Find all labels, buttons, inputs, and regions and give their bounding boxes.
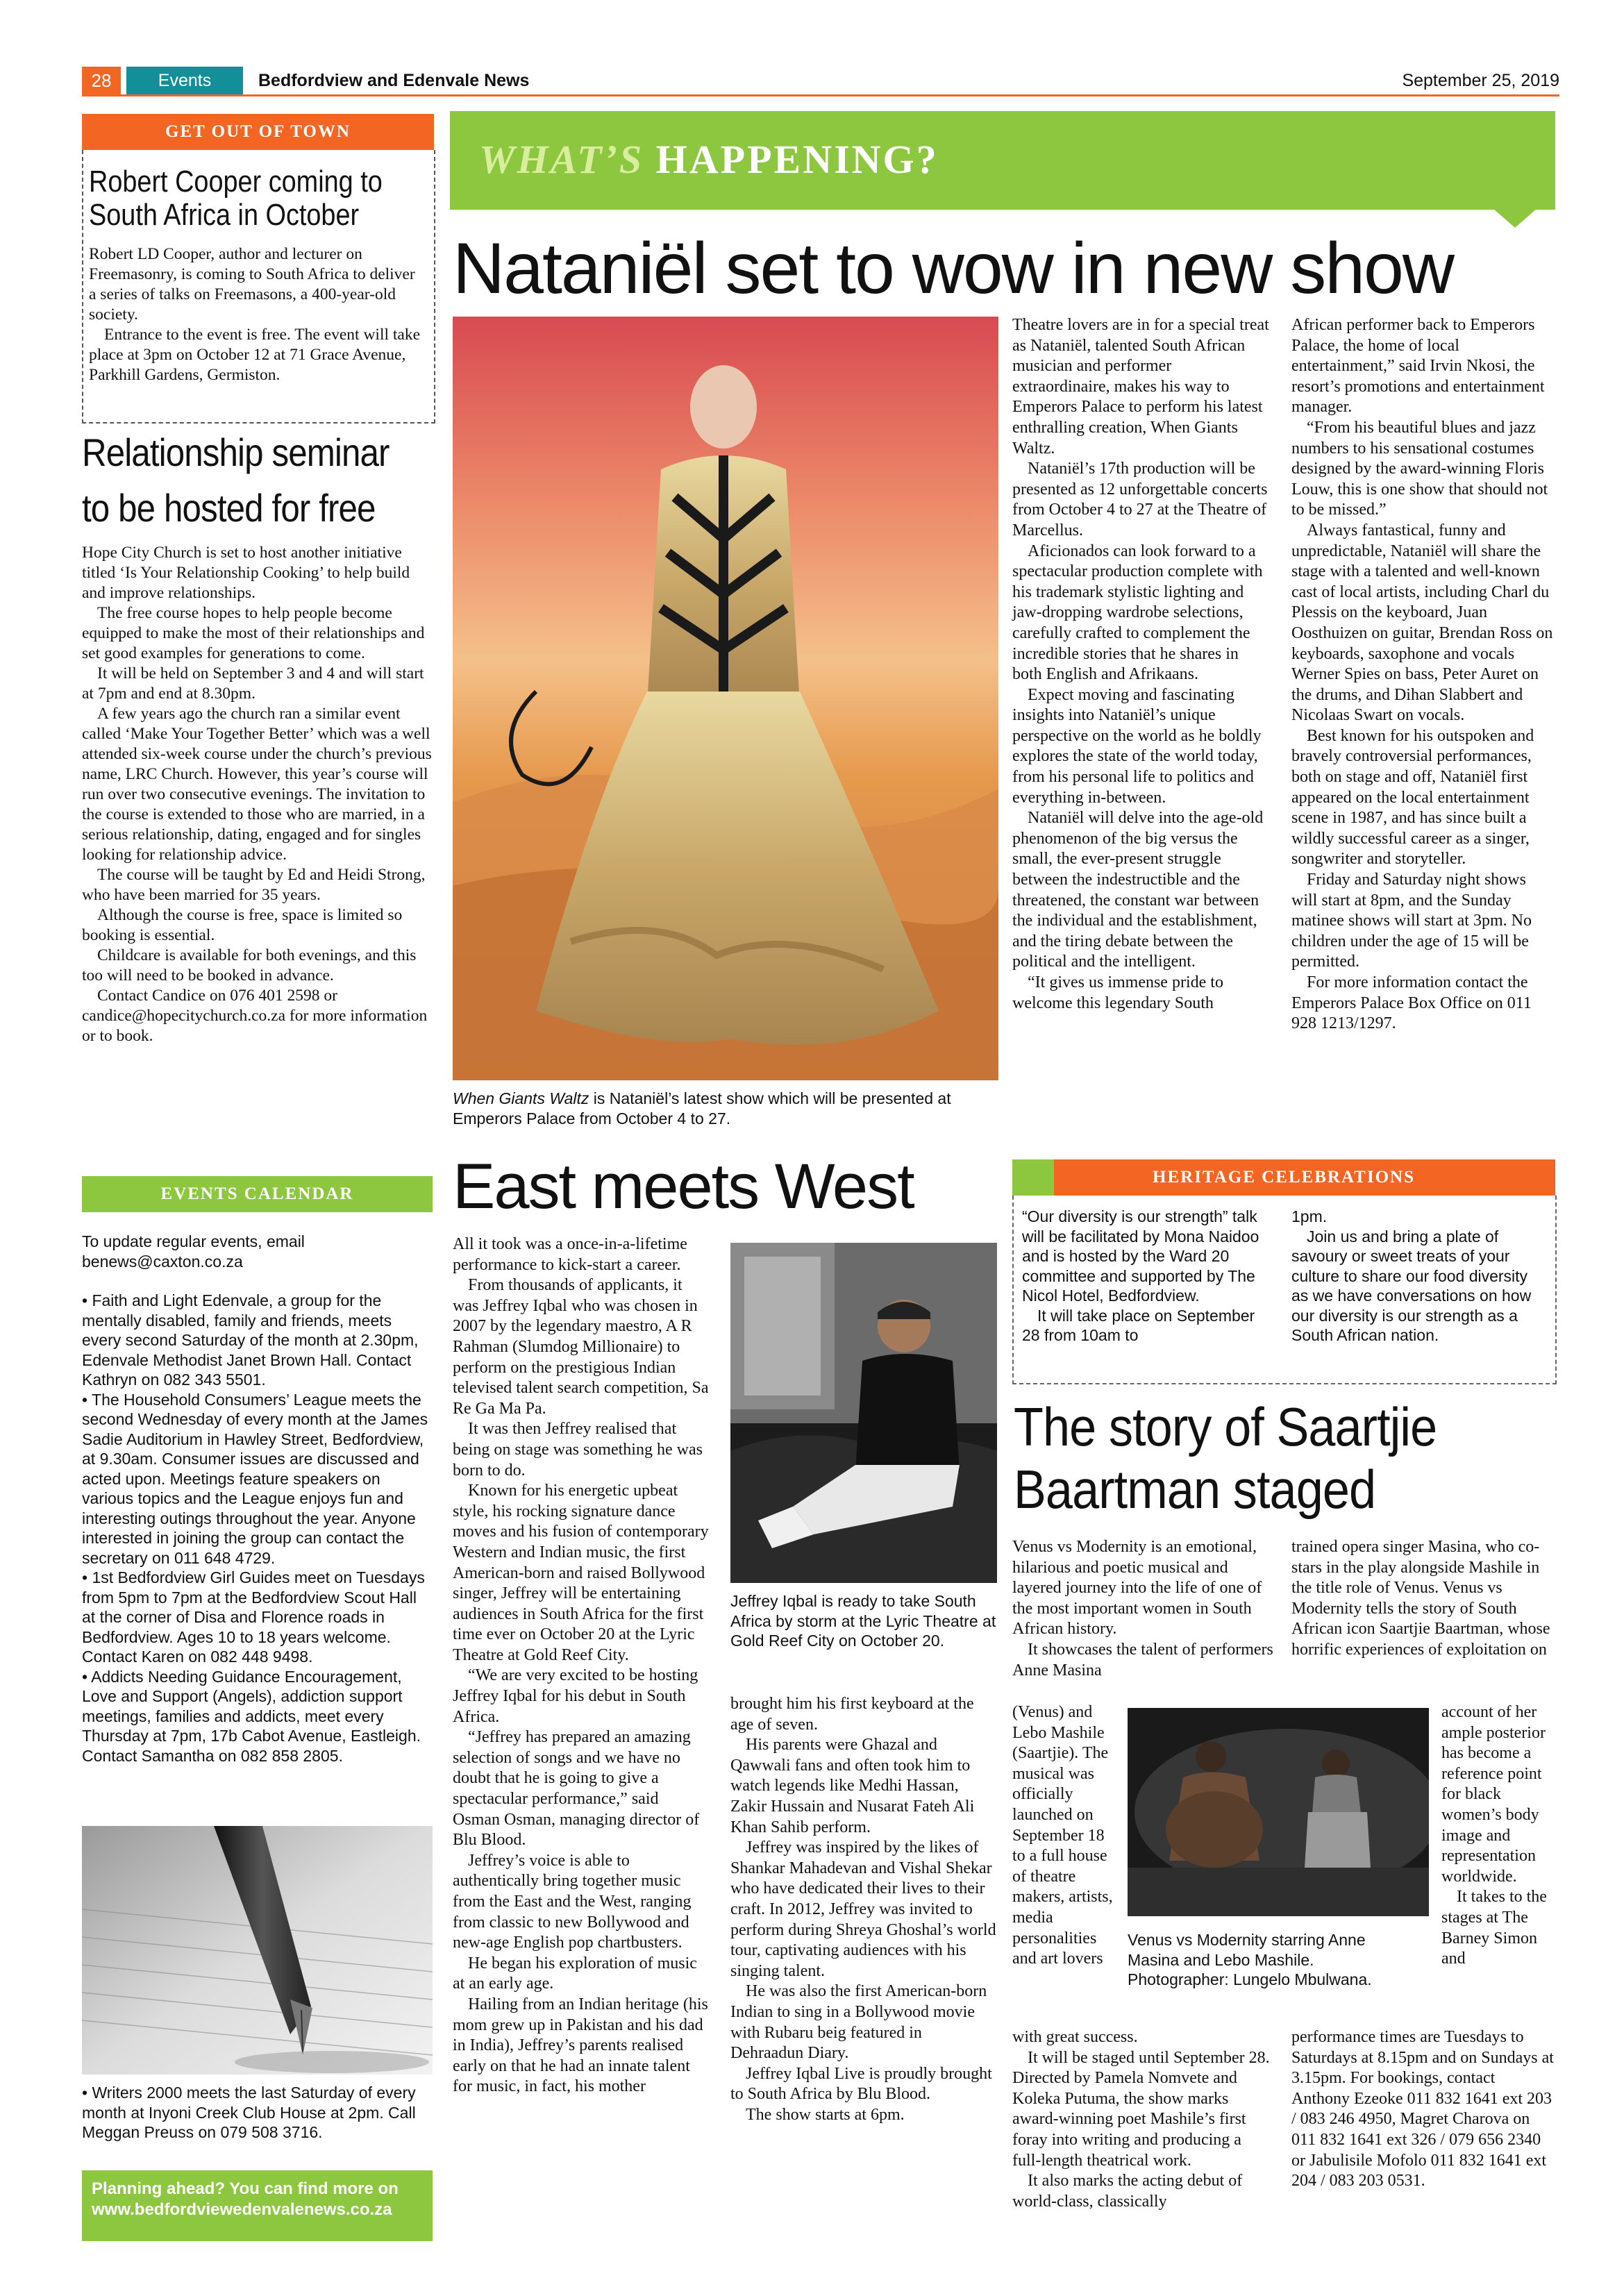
relationship-headline: Relationship seminar to be hosted for free — [82, 430, 390, 530]
events-intro: To update regular events, email benews@caxton.co.za — [82, 1232, 305, 1271]
saartjie-col-2-top: trained opera singer Masina, who co-stars in the play alongside Mashile in the title role of Venus. Venus vs Modernity tells the story of South African icon Saartjie Baartman, whose horrific experiences of exploitation on — [1291, 1538, 1550, 1659]
events-calendar-banner: EVENTS CALENDAR — [82, 1176, 433, 1212]
nataniel-caption: When Giants Waltz is Nataniël’s latest show which will be presented at Emperors Palace from October 4 to 27. — [453, 1089, 951, 1128]
section-tab: Events — [126, 67, 243, 94]
nataniel-col-2: African performer back to Emperors Palace, the home of local entertainment,” said Irvin Nkosi, the resort’s promotions and entertainment manager. “From his beautiful blues and jazz numbers to his sensational costumes designed by the award-winning Floris Louw, this is one show that should not to be missed.” Always fantastical, funny and unpredictable, Nataniël will share the stage with a talented and well-known cast of local artists, including Charl du Plessis on the keyboard, Juan Oosthuizen on guitar, Brendan Ross on keyboards, saxophone and vocals Werner Spies on bass, Peter Auret on the drums, and Dihan Slabbert and Nicolaas Swart on vocals. Best known for his outspoken and bravely controversial performances, both on stage and off, Nataniël first appeared on the local entertainment scene in 1987, and has since built a wildly successful career as a singer, songwriter and storyteller. Friday and Saturday night shows will start at 8pm, and the Sunday matinee shows will start at 3pm. No children under the age of 15 will be permitted. For more information contact the Emperors Palace Box Office on 011 928 1213/1297. — [1291, 316, 1553, 1033]
east-meets-west-headline: East meets West — [453, 1151, 914, 1222]
relationship-article: Hope City Church is set to host another initiative titled ‘Is Your Relationship Cooking’ to help build and improve relationships. The free course hopes to help people become equipped to make the most of their relationships and set good examples for generations to come. It will be held on September 3 and 4 and will start at 7pm and end at 8.30pm. A few years ago the church ran a similar event called ‘Make Your Together Better’ which was a well attended six-week course under the church’s previous name, LRC Church. However, this year’s course will run over two consecutive evenings. The invitation to the course is extended to those who are married, in a serious relationship, dating, engaged and for singles looking for relationship advice. The course will be taught by Ed and Heidi Strong, who have been married for 35 years. Although the course is free, space is limited so booking is essential. Childcare is available for both evenings, and this too will need to be booked in advance. Contact Candice on 076 401 2598 or candice@hopecitychurch.co.za for more information or to book. — [82, 544, 432, 1045]
heritage-col-2: 1pm. Join us and bring a plate of savoury or sweet treats of your culture to share our food diversity as we have conversations on how our diversity is our strength as a South African nation. — [1291, 1207, 1532, 1344]
fountain-pen-photo — [82, 1826, 433, 2075]
jeffrey-caption: Jeffrey Iqbal is ready to take South Africa by storm at the Lyric Theatre at Gold Reef City on October 20. — [730, 1592, 996, 1650]
heritage-col-1: “Our diversity is our strength” talk will be facilitated by Mona Naidoo and is hosted by the Ward 20 committee and supported by The Nicol Hotel, Bedfordview. It will take place on September 28 from 10am to — [1022, 1207, 1259, 1344]
east-west-col-2: brought him his first keyboard at the age of seven. His parents were Ghazal and Qawwali fans and often took him to watch legends like Medhi Hassan, Zakir Hussain and Nusarat Fateh Ali Khan Sahib perform. Jeffrey was inspired by the likes of Shankar Mahadevan and Vishal Shekar who have dedicated their lives to their craft. In 2012, Jeffrey was invited to perform during Shreya Ghoshal’s world tour, captivating audiences with his singing talent. He was also the first American-born Indian to sing in a Bollywood movie with Rubaru beig featured in Dehraadun Diary. Jeffrey Iqbal Live is proudly brought to South Africa by Blu Blood. The show starts at 6pm. — [730, 1695, 996, 2124]
nataniel-photo — [453, 317, 998, 1080]
jeffrey-iqbal-photo — [730, 1243, 997, 1583]
heritage-banner: HERITAGE CELEBRATIONS — [1012, 1159, 1555, 1196]
header-rule — [82, 94, 1559, 97]
saartjie-headline: The story of Saartjie Baartman staged — [1014, 1396, 1437, 1520]
event-item: • The Household Consumers’ League meets the second Wednesday of every month at the James Sadie Auditorium in Hawley Street, Bedfordview, at 9.30am. Consumer issues are discussed and acted upon. Meetings feature speakers on various topics and the League enjoys fun and interesting outings throughout the year. Anyone interested in joining the group can contact the secretary on 011 648 4729. — [82, 1390, 428, 1567]
events-calendar-list — [82, 1232, 433, 1766]
saartjie-col-1-top: Venus vs Modernity is an emotional, hilarious and poetic musical and layered journey into the life of one of the most important women in South African history. It showcases the talent of performers Anne Masina — [1012, 1538, 1273, 1679]
get-out-of-town-banner: GET OUT OF TOWN — [82, 114, 434, 150]
event-item: • Faith and Light Edenvale, a group for the mentally disabled, family and friends, meets every second Saturday of the month at 2.30pm, Edenvale Methodist Janet Brown Hall. Contact Kathryn on 082 343 5501. — [82, 1291, 419, 1389]
nataniel-col-1: Theatre lovers are in for a special treat as Nataniël, talented South African musician and performer extraordinaire, makes his way to Emperors Palace to perform his latest enthralling creation, When Giants Waltz. Nataniël’s 17th production will be presented as 12 unforgettable concerts from October 4 to 27 at the Theatre of Marcellus. Aficionados can look forward to a spectacular production complete with his trademark stylistic lighting and jaw-dropping wardrobe selections, carefully crafted to complement the incredible stories that he shares in both English and Afrikaans. Expect moving and fascinating insights into Nataniël’s unique perspective on the world as he boldly explores the state of the world today, from his personal life to politics and everything in-between. Nataniël will delve into the age-old phenomenon of the big versus the small, the ever-present struggle between the indestructible and the threatened, the constant war between the individual and the establishment, and the tiring debate between the political and the intelligent. “It gives us immense pride to welcome this legendary South — [1012, 316, 1269, 1012]
saartjie-col-2-narrow: account of her ample posterior has become a reference point for black women’s body image and representation worldwide. It takes to the stages at The Barney Simon and — [1441, 1703, 1547, 1968]
event-item-last: • Writers 2000 meets the last Saturday of every month at Inyoni Creek Club House at 2pm. Call Meggan Preuss on 079 508 3716. — [82, 2084, 416, 2141]
event-item: • 1st Bedfordview Girl Guides meet on Tuesdays from 5pm to 7pm at the Bedfordview Scout Hall at the corner of Disa and Florence roads in Bedfordview. Ages 10 to 18 years welcome. Contact Karen on 082 448 9498. — [82, 1568, 425, 1666]
saartjie-col-1-narrow: (Venus) and Lebo Mashile (Saartjie). The musical was officially launched on September 18 to a full house of theatre makers, artists, media personalities and art lovers — [1012, 1703, 1113, 1968]
saartjie-caption: Venus vs Modernity starring Anne Masina and Lebo Mashile. Photographer: Lungelo Mbulwana. — [1128, 1931, 1372, 1988]
robert-cooper-headline: Robert Cooper coming to South Africa in October — [89, 165, 383, 232]
whats-happening-title: WHAT’S HAPPENING? — [479, 137, 939, 182]
robert-cooper-article: Robert LD Cooper, author and lecturer on Freemasonry, is coming to South Africa to deliver a series of talks on Freemasons, a 400-year-old society. Entrance to the event is free. The event will take place at 3pm on October 12 at 71 Grace Avenue, Parkhill Gardens, Germiston. — [89, 245, 421, 384]
heritage-accent — [1012, 1159, 1054, 1196]
saartjie-col-2-bottom: performance times are Tuesdays to Saturdays at 8.15pm and on Sundays at 3.15pm. For bookings, contact Anthony Ezeoke 011 832 1641 ext 203 / 083 246 4950, Magret Charova on 011 832 1641 ext 326 / 079 656 2340 or Jabulisile Mofolo 011 832 1641 ext 204 / 083 203 0531. — [1291, 2028, 1554, 2190]
banner-notch — [1493, 208, 1537, 228]
page-number: 28 — [82, 67, 121, 94]
paper-name: Bedfordview and Edenvale News — [258, 71, 530, 90]
nataniel-headline: Nataniël set to wow in new show — [453, 228, 1453, 309]
east-west-col-1: All it took was a once-in-a-lifetime performance to kick-start a career. From thousands of applicants, it was Jeffrey Iqbal who was chosen in 2007 by the legendary maestro, A R Rahman (Slumdog Millionaire) to perform on the prestigious Indian televised talent search competition, Sa Re Ga Ma Pa. It was then Jeffrey realised that being on stage was something he was born to do. Known for his energetic upbeat style, his rocking signature dance moves and his fusion of contemporary Western and Indian music, the first American-born and raised Bollywood singer, Jeffrey will be entertaining audiences in South Africa for the first time ever on October 20 at the Lyric Theatre at Gold Reef City. “We are very excited to be hosting Jeffrey Iqbal for his debut in South Africa. “Jeffrey has prepared an amazing selection of songs and we have no doubt that he is going to give a spectacular performance,” said Osman Osman, managing director of Blu Blood. Jeffrey’s voice is able to authentically bring together music from the East and the West, ranging from classic to new Bollywood and new-age English pop chartbusters. He began his exploration of music at an early age. Hailing from an Indian heritage (his mom grew up in Pakistan and his dad in India), Jeffrey’s parents realised early on that he had an innate talent for music, in fact, his mother — [453, 1235, 709, 2096]
issue-date: September 25, 2019 — [1402, 71, 1559, 90]
saartjie-col-1-bottom: with great success. It will be staged until September 28. Directed by Pamela Nomvete and Koleka Putuma, the show marks award-winning poet Mashile’s first foray into writing and producing a full-length theatrical work. It also marks the acting debut of world-class, classically — [1012, 2028, 1270, 2211]
venus-modernity-photo — [1128, 1708, 1429, 1916]
event-item: • Addicts Needing Guidance Encouragement, Love and Support (Angels), addiction support meetings, families and addicts, meet every Thursday at 7pm, 17b Cabot Avenue, Eastleigh. Contact Samantha on 082 858 2805. — [82, 1667, 421, 1765]
planning-ahead-footer[interactable]: Planning ahead? You can find more on www.bedfordviewedenvalenews.co.za — [82, 2170, 433, 2241]
